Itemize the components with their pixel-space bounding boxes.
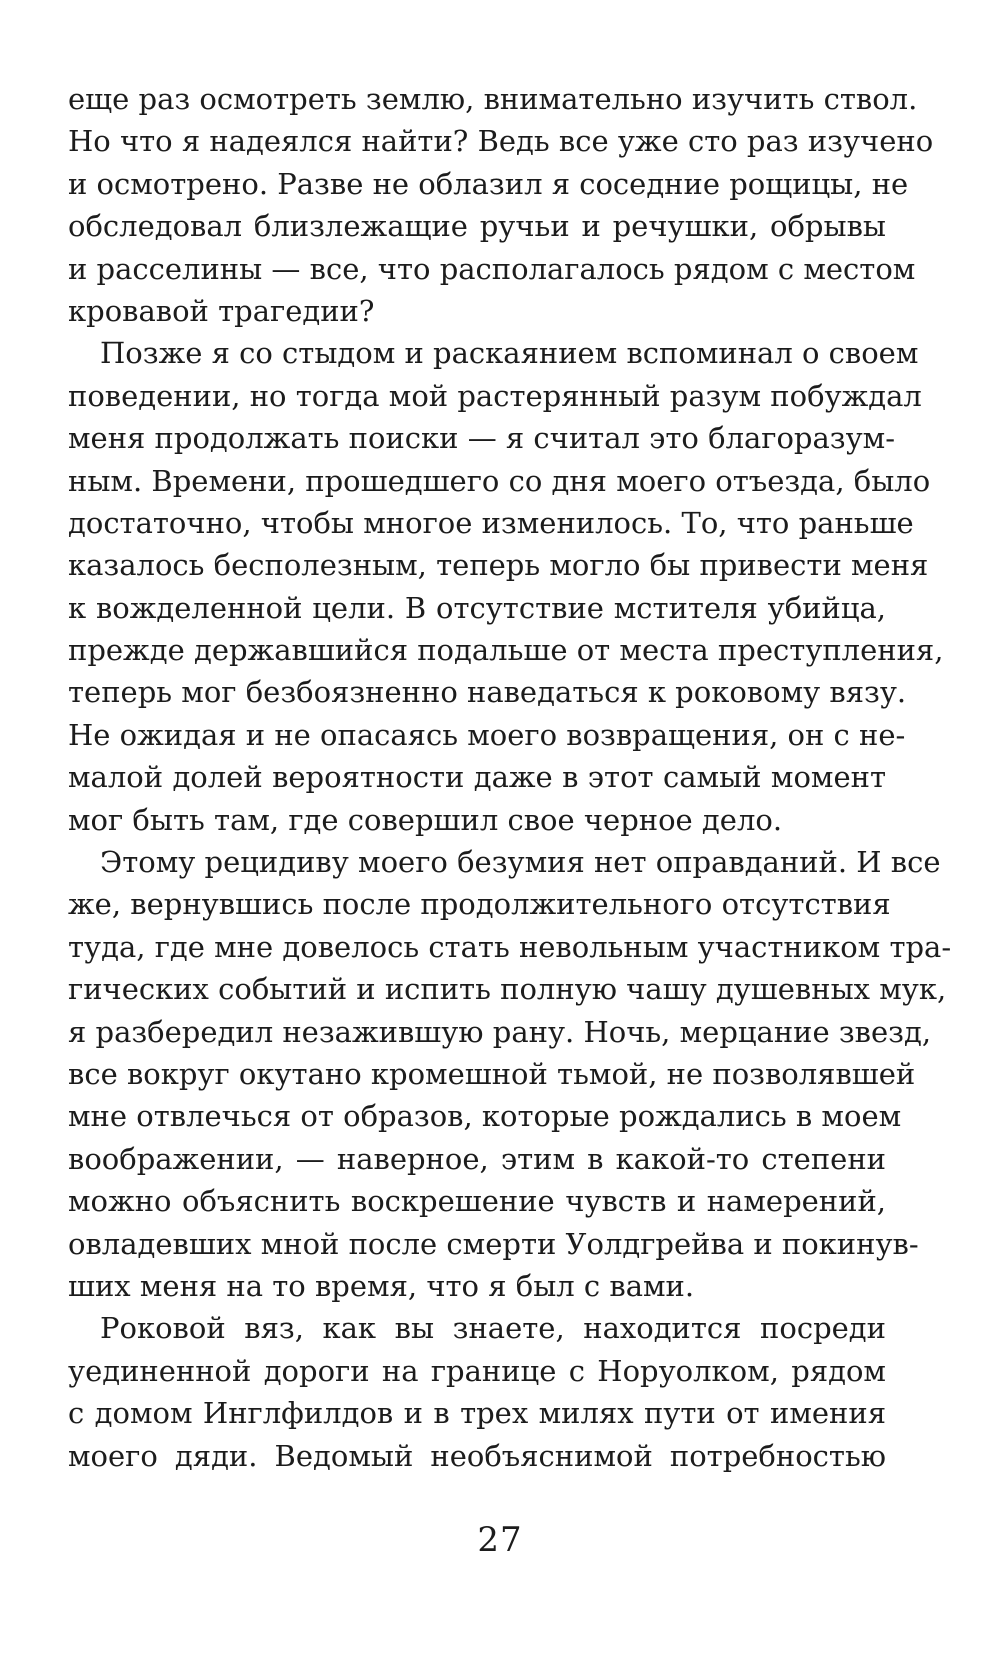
- text-line: же, вернувшись после продолжительного отсутствия: [68, 887, 891, 922]
- text-line: Роковой вяз, как вы знаете, находится посреди: [100, 1311, 886, 1346]
- paragraph: [68, 1307, 886, 1477]
- text-line: мог быть там, где совершил свое черное дело.: [68, 802, 783, 837]
- text-line: с домом Инглфилдов и в трех милях пути от имения: [68, 1396, 886, 1431]
- text-line: и осмотрено. Разве не облазил я соседние рощицы, не: [68, 166, 909, 201]
- text-line: малой долей вероятности даже в этот самый момент: [68, 760, 886, 795]
- page-number: 27: [477, 1520, 523, 1560]
- text-line: Позже я со стыдом и раскаянием вспоминал о своем: [100, 336, 919, 371]
- text-line: Этому рецидиву моего безумия нет оправданий. И все: [100, 845, 941, 880]
- paragraph: [68, 332, 944, 841]
- text-line: овладевших мной после смерти Уолдгрейва и покинув-: [68, 1226, 919, 1261]
- text-line: Но что я надеялся найти? Ведь все уже сто раз изучено: [68, 124, 934, 159]
- text-line: к вожделенной цели. В отсутствие мстителя убийца,: [68, 590, 886, 625]
- text-line: воображении, — наверное, этим в какой-то степени: [68, 1141, 886, 1176]
- text-line: гических событий и испить полную чашу душевных мук,: [68, 972, 947, 1007]
- text-line: еще раз осмотреть землю, внимательно изучить ствол.: [68, 82, 918, 116]
- text-line: Не ожидая и не опасаясь моего возвращения, он с не-: [68, 717, 906, 752]
- text-line: ших меня на то время, что я был с вами.: [68, 1268, 695, 1303]
- text-line: туда, где мне довелось стать невольным участником тра-: [68, 929, 952, 964]
- text-line: моего дяди. Ведомый необъяснимой потребностью: [68, 1438, 886, 1473]
- text-line: поведении, но тогда мой растерянный разум побуждал: [68, 378, 922, 413]
- text-line: прежде державшийся подальше от места преступления,: [68, 633, 944, 668]
- text-line: кровавой трагедии?: [68, 293, 375, 328]
- text-line: казалось бесполезным, теперь могло бы привести меня: [68, 548, 929, 583]
- text-line: все вокруг окутано кромешной тьмой, не позволявшей: [68, 1056, 916, 1091]
- text-line: теперь мог безбоязненно наведаться к роковому вязу.: [68, 675, 907, 710]
- text-line: уединенной дороги на границе с Норуолком, рядом: [68, 1353, 886, 1388]
- paragraph: [68, 841, 952, 1307]
- text-line: меня продолжать поиски — я считал это благоразум-: [68, 421, 896, 456]
- text-line: достаточно, чтобы многое изменилось. То, что раньше: [68, 505, 914, 540]
- text-line: я разбередил незажившую рану. Ночь, мерцание звезд,: [68, 1014, 932, 1049]
- text-line: мне отвлечься от образов, которые рождались в моем: [68, 1099, 902, 1134]
- text-line: и расселины — все, что располагалось рядом с местом: [68, 251, 916, 286]
- text-line: обследовал близлежащие ручьи и речушки, обрывы: [68, 209, 886, 244]
- text-line: можно объяснить воскрешение чувств и намерений,: [68, 1184, 886, 1219]
- body-text: [68, 78, 952, 1477]
- text-line: ным. Времени, прошедшего со дня моего отъезда, было: [68, 463, 931, 498]
- paragraph: [68, 78, 934, 332]
